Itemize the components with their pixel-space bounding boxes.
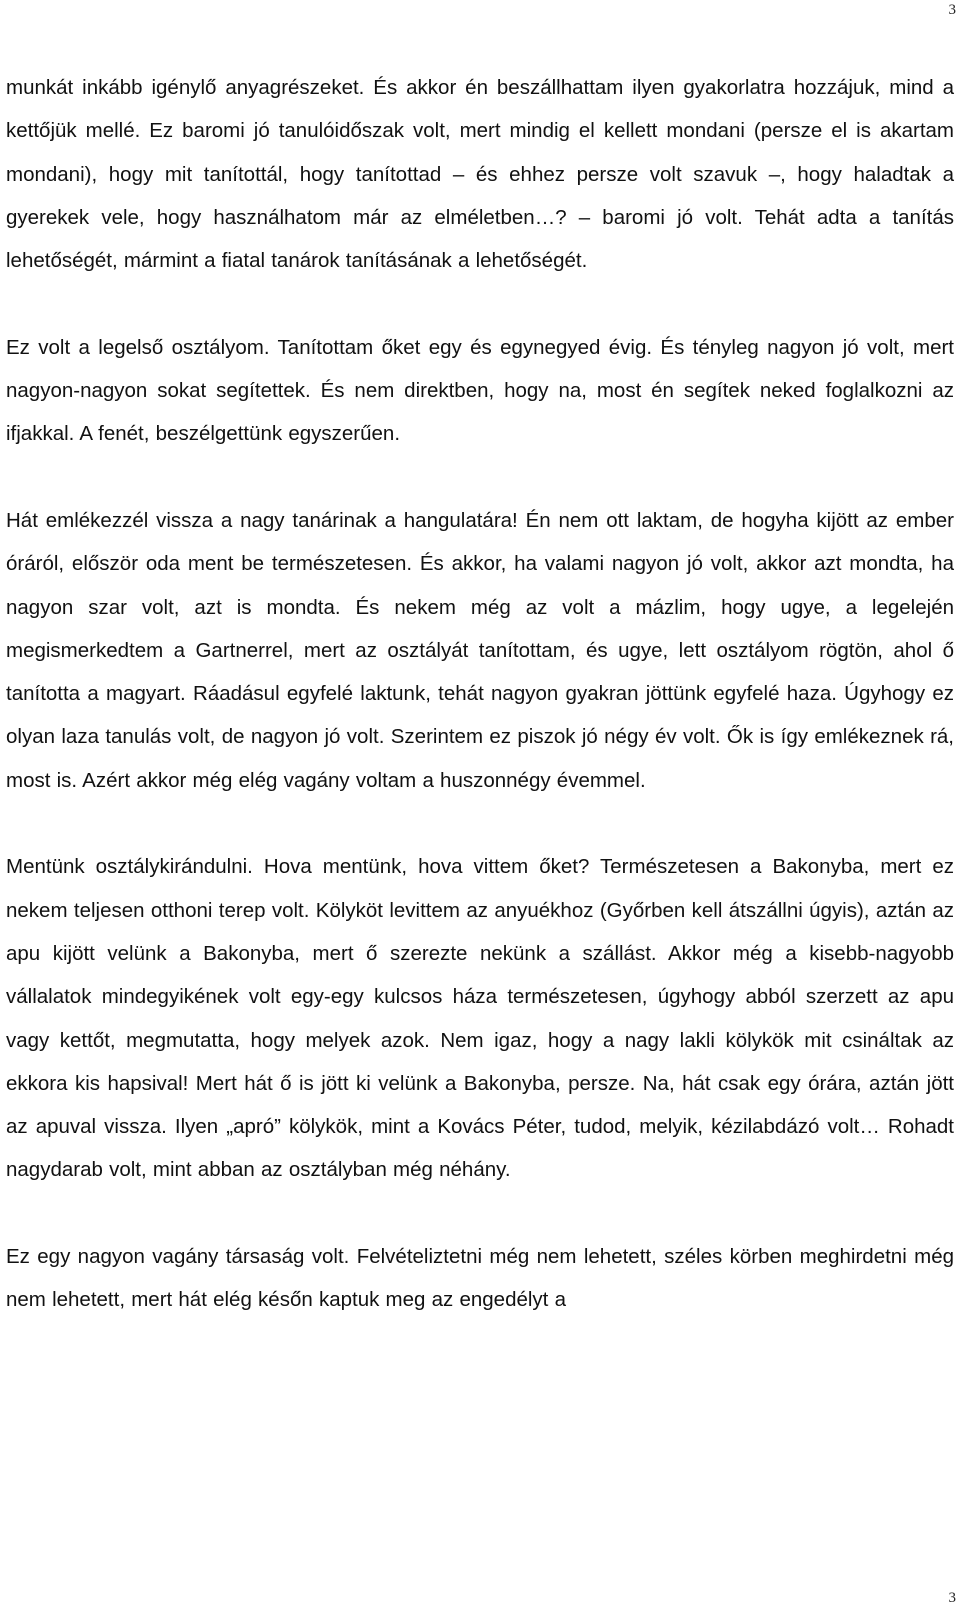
body-text xyxy=(6,66,954,1322)
paragraph-1: munkát inkább igénylő anyagrészeket. És akkor én beszállhattam ilyen gyakorlatra hozzájuk, mind a kettőjük mellé. Ez baromi jó tanulóidőszak volt, mert mindig el kellett mondani (persze el is akartam mondani), hogy mit tanítottál, hogy tanítottad – és ehhez persze volt szavuk –, hogy haladtak a gyerekek vele, hogy használhatom már az elméletben…? – baromi jó volt. Tehát adta a tanítás lehetőségét, mármint a fiatal tanárok tanításának a lehetőségét. xyxy=(6,76,954,273)
paragraph-3: Hát emlékezzél vissza a nagy tanárinak a hangulatára! Én nem ott laktam, de hogyha kijött az ember óráról, először oda ment be természetesen. És akkor, ha valami nagyon jó volt, akkor azt mondta, ha nagyon szar volt, azt is mondta. És nekem még az volt a mázlim, hogy ugye, a legelején megismerkedtem a Gartnerrel, mert az osztályát tanítottam, és ugye, lett osztályom rögtön, ahol ő tanította a magyart. Ráadásul egyfelé laktunk, tehát nagyon gyakran jöttünk egyfelé haza. Úgyhogy ez olyan laza tanulás volt, de nagyon jó volt. Szerintem ez piszok jó négy év volt. Ők is így emlékeznek rá, most is. Azért akkor még elég vagány voltam a huszonnégy évemmel. xyxy=(6,508,954,792)
paragraph-5: Ez egy nagyon vagány társaság volt. Felvételiztetni még nem lehetett, széles körben meghirdetni még nem lehetett, mert hát elég későn kaptuk meg az engedélyt a xyxy=(6,1245,954,1312)
paragraph-spacer xyxy=(6,282,954,325)
page-number-top: 3 xyxy=(948,2,956,18)
paragraph-4: Mentünk osztálykirándulni. Hova mentünk, hova vittem őket? Természetesen a Bakonyba, mert ez nekem teljesen otthoni terep volt. Kölyköt levittem az anyuékhoz (Győrben kell átszállni úgyis), aztán az apu kijött velünk a Bakonyba, mert ő szerezte nekünk a szállást. Akkor még a kisebb-nagyobb vállalatok mindegyikének volt egy-egy kulcsos háza természetesen, úgyhogy abból szerzett az apu vagy kettőt, megmutatta, hogy melyek azok. Nem igaz, hogy a nagy lakli kölykök mit csináltak az ekkora kis hapsival! Mert hát ő is jött ki velünk a Bakonyba, persze. Na, hát csak egy órára, aztán jött az apuval vissza. Ilyen „apró” kölykök, mint a Kovács Péter, tudod, melyik, kézilabdázó volt… Rohadt nagydarab volt, mint abban az osztályban még néhány. xyxy=(6,855,954,1182)
page-number-bottom: 3 xyxy=(948,1590,956,1606)
paragraph-spacer xyxy=(6,1192,954,1235)
paragraph-spacer xyxy=(6,802,954,845)
paragraph-2: Ez volt a legelső osztályom. Tanítottam őket egy és egynegyed évig. És tényleg nagyon jó volt, mert nagyon-nagyon sokat segítettek. És nem direktben, hogy na, most én segítek neked foglalkozni az ifjakkal. A fenét, beszélgettünk egyszerűen. xyxy=(6,335,954,446)
paragraph-spacer xyxy=(6,456,954,499)
